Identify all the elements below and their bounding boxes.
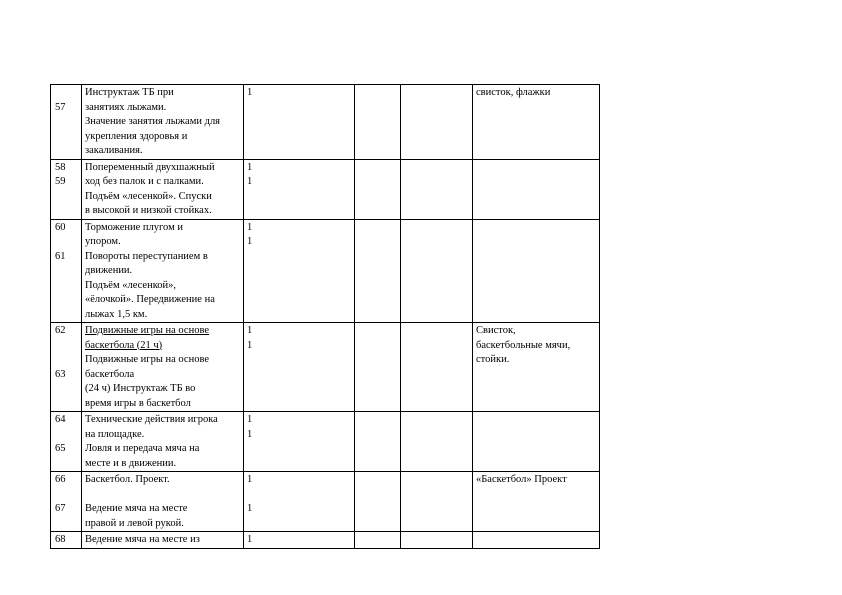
- equipment-line: Свисток,: [476, 325, 516, 336]
- lesson-number: 60: [55, 221, 66, 233]
- empty-cell: [401, 472, 473, 532]
- lesson-number: [55, 488, 78, 503]
- equipment-cell: [473, 85, 600, 160]
- topic-line: Ведение мяча на месте: [85, 503, 188, 514]
- lesson-number: 61: [55, 250, 66, 262]
- topic-line: укрепления здоровья и: [85, 130, 188, 142]
- topic-line: Технические действия игрока: [85, 414, 218, 425]
- hours-value: 1: [247, 503, 253, 514]
- lesson-number: 57: [55, 101, 66, 113]
- topic-line: Торможение плугом и: [85, 221, 183, 233]
- topic-line: на площадке.: [85, 428, 145, 440]
- topic-line: закаливания.: [85, 145, 143, 156]
- hours-value: 1: [247, 428, 253, 440]
- topic-cell: [82, 85, 244, 160]
- hours-value: 1: [247, 221, 253, 233]
- topic-cell: [82, 412, 244, 472]
- lesson-plan-table: [50, 84, 600, 549]
- table-row: [51, 159, 600, 219]
- topic-line: Ловля и передача мяча на: [85, 443, 200, 454]
- topic-line: баскетбола (21 ч): [85, 339, 163, 351]
- lesson-number: [55, 235, 78, 250]
- topic-cell: [82, 159, 244, 219]
- lesson-number-cell: [51, 323, 82, 412]
- lesson-number-cell: [51, 532, 82, 549]
- lesson-number: 68: [55, 534, 66, 545]
- lesson-number: 64: [55, 414, 66, 425]
- topic-cell: [82, 532, 244, 549]
- empty-cell: [355, 412, 401, 472]
- equipment-line: баскетбольные мячи,: [476, 339, 571, 351]
- topic-line: Ведение мяча на месте из: [85, 534, 200, 545]
- lesson-number: 65: [55, 443, 66, 454]
- lesson-number: 62: [55, 325, 66, 336]
- lesson-number-cell: [51, 472, 82, 532]
- lesson-number-cell: [51, 412, 82, 472]
- hours-cell: [244, 85, 355, 160]
- hours-value: 1: [247, 87, 253, 98]
- lesson-number-cell: [51, 85, 82, 160]
- topic-line: баскетбола: [85, 368, 135, 380]
- equipment-cell: [473, 412, 600, 472]
- equipment-cell: [473, 219, 600, 323]
- lesson-number-cell: [51, 159, 82, 219]
- hours-cell: [244, 472, 355, 532]
- topic-cell: [82, 219, 244, 323]
- empty-cell: [401, 532, 473, 549]
- topic-line: месте и в движении.: [85, 457, 177, 469]
- topic-line: правой и левой рукой.: [85, 517, 184, 529]
- empty-cell: [355, 472, 401, 532]
- empty-cell: [355, 323, 401, 412]
- lesson-number: [55, 428, 78, 443]
- lesson-number: 67: [55, 503, 66, 514]
- hours-value: 1: [247, 176, 253, 187]
- lesson-number: [55, 339, 78, 354]
- hours-cell: [244, 159, 355, 219]
- hours-value: 1: [247, 339, 253, 351]
- equipment-cell: [473, 472, 600, 532]
- topic-line: упором.: [85, 236, 121, 247]
- topic-line: «ёлочкой». Передвижение на: [85, 294, 215, 305]
- hours-value: 1: [247, 474, 253, 485]
- topic-line: движении.: [85, 265, 133, 276]
- empty-cell: [401, 85, 473, 160]
- hours-value: 1: [247, 414, 253, 425]
- table-row: [51, 219, 600, 323]
- topic-line: (24 ч) Инструктаж ТБ во: [85, 383, 196, 394]
- topic-line: Повороты переступанием в: [85, 250, 208, 262]
- table-row: [51, 85, 600, 160]
- lesson-number: 58: [55, 161, 66, 173]
- topic-line: Подвижные игры на основе: [85, 354, 210, 365]
- topic-line: занятиях лыжами.: [85, 101, 167, 113]
- equipment-line: «Баскетбол» Проект: [476, 474, 567, 485]
- table-row: [51, 472, 600, 532]
- empty-cell: [401, 323, 473, 412]
- topic-line: Подвижные игры на основе: [85, 325, 210, 336]
- topic-line: Попеременный двухшажный: [85, 161, 215, 173]
- empty-cell: [401, 159, 473, 219]
- lesson-number: [55, 86, 78, 101]
- empty-cell: [401, 219, 473, 323]
- topic-cell: [82, 323, 244, 412]
- empty-cell: [355, 85, 401, 160]
- empty-cell: [355, 219, 401, 323]
- equipment-cell: [473, 323, 600, 412]
- topic-line: в высокой и низкой стойках.: [85, 205, 212, 216]
- lesson-number: [55, 353, 78, 368]
- empty-cell: [401, 412, 473, 472]
- topic-line: [85, 488, 240, 503]
- hours-value: [247, 488, 351, 503]
- hours-cell: [244, 412, 355, 472]
- hours-value: 1: [247, 325, 253, 336]
- hours-value: 1: [247, 236, 253, 247]
- lesson-number: 63: [55, 368, 66, 380]
- hours-value: 1: [247, 161, 253, 173]
- topic-cell: [82, 472, 244, 532]
- topic-line: Инструктаж ТБ при: [85, 87, 174, 98]
- topic-line: лыжах 1,5 км.: [85, 308, 148, 320]
- table-row: [51, 323, 600, 412]
- hours-cell: [244, 323, 355, 412]
- lesson-number: 66: [55, 474, 66, 485]
- empty-cell: [355, 532, 401, 549]
- equipment-line: свисток, флажки: [476, 87, 551, 98]
- equipment-line: стойки.: [476, 354, 510, 365]
- empty-cell: [355, 159, 401, 219]
- topic-line: Значение занятия лыжами для: [85, 116, 221, 127]
- topic-line: Баскетбол. Проект.: [85, 474, 170, 485]
- table-row: [51, 532, 600, 549]
- table-row: [51, 412, 600, 472]
- hours-cell: [244, 532, 355, 549]
- topic-line: Подъём «лесенкой». Спуски: [85, 190, 212, 202]
- topic-line: ход без палок и с палками.: [85, 176, 204, 187]
- lesson-number: 59: [55, 176, 66, 187]
- equipment-cell: [473, 532, 600, 549]
- hours-cell: [244, 219, 355, 323]
- equipment-cell: [473, 159, 600, 219]
- hours-value: 1: [247, 534, 253, 545]
- lesson-number-cell: [51, 219, 82, 323]
- topic-line: время игры в баскетбол: [85, 397, 191, 409]
- topic-line: Подъём «лесенкой»,: [85, 279, 177, 291]
